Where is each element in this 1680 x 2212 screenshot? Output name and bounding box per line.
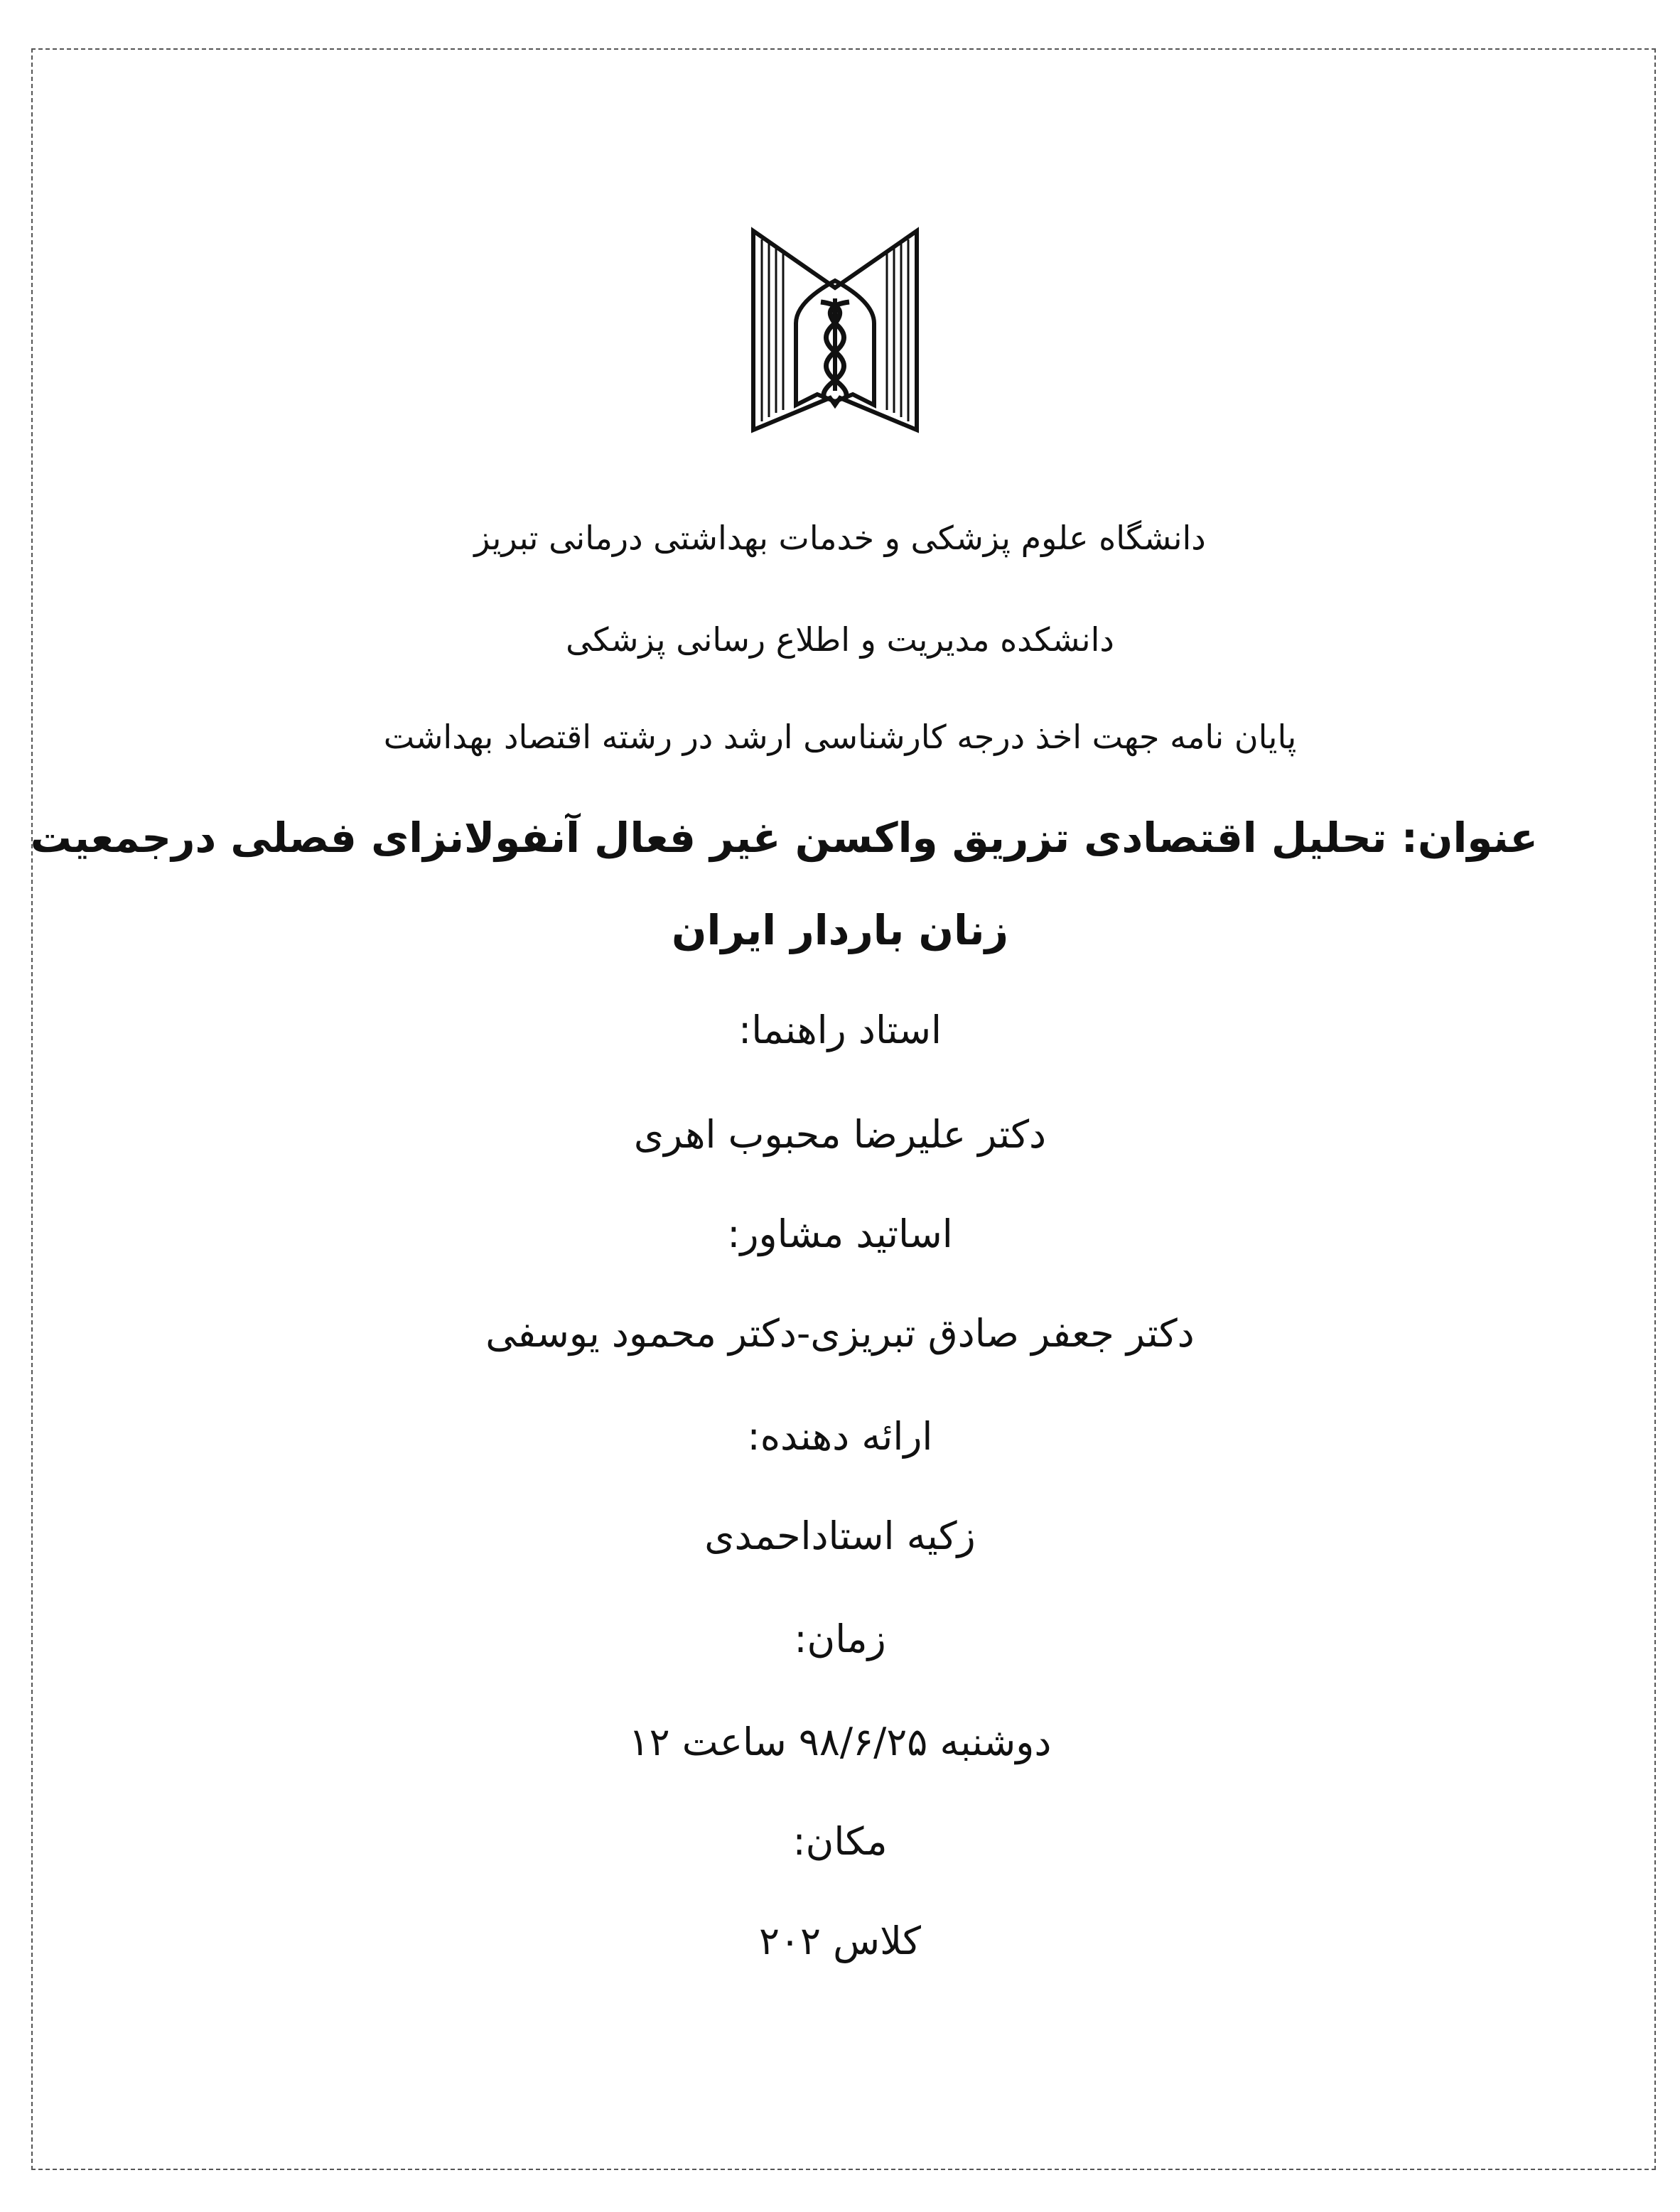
- advisors-names: دکتر جعفر صادق تبریزی-دکتر محمود یوسفی: [485, 1311, 1195, 1356]
- supervisor-label: استاد راهنما:: [738, 1008, 942, 1052]
- time-label: زمان:: [794, 1617, 886, 1661]
- university-name: دانشگاه علوم پزشکی و خدمات بهداشتی درمانی تبریز: [474, 519, 1206, 557]
- advisors-label: اساتید مشاور:: [727, 1212, 953, 1256]
- thesis-title-line1: عنوان: تحلیل اقتصادی تزریق واکسن غیر فعال آنفولانزای فصلی درجمعیت: [30, 814, 1538, 862]
- university-emblem-icon: [746, 224, 924, 437]
- presenter-name: زکیه استاداحمدی: [704, 1514, 976, 1558]
- place-value: کلاس ۲۰۲: [758, 1919, 922, 1963]
- supervisor-name: دکتر علیرضا محبوب اهری: [633, 1112, 1047, 1157]
- time-value: دوشنبه ۹۸/۶/۲۵ ساعت ۱۲: [628, 1720, 1052, 1764]
- degree-line: پایان نامه جهت اخذ درجه کارشناسی ارشد در رشته اقتصاد بهداشت: [383, 718, 1297, 756]
- faculty-name: دانشکده مدیریت و اطلاع رسانی پزشکی: [566, 620, 1114, 659]
- presenter-label: ارائه دهنده:: [747, 1414, 933, 1459]
- thesis-title-line2: زنان باردار ایران: [672, 906, 1008, 954]
- place-label: مکان:: [792, 1819, 888, 1864]
